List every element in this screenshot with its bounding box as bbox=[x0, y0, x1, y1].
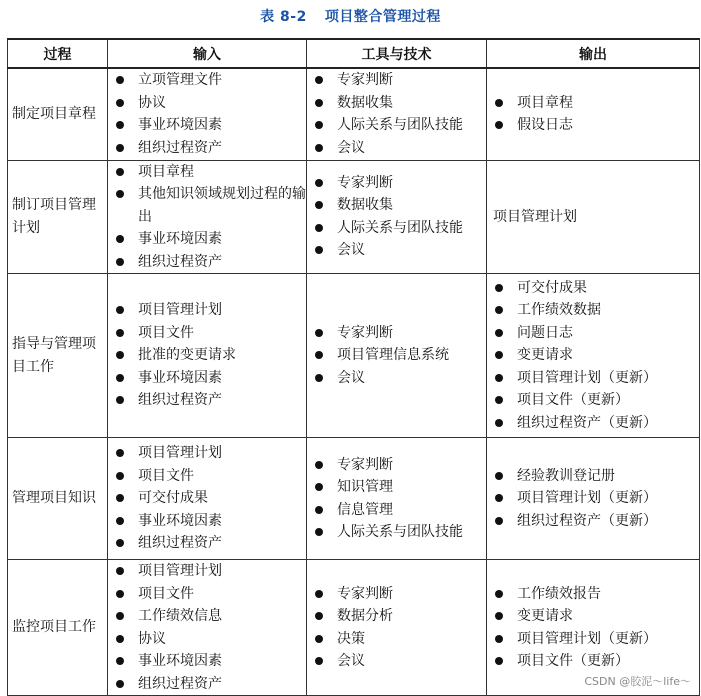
process-name: 管理项目知识 bbox=[8, 438, 108, 560]
list-item: 数据分析 bbox=[313, 605, 486, 628]
list-item: 会议 bbox=[313, 137, 486, 160]
list-item: 决策 bbox=[313, 628, 486, 651]
list-item: 工作绩效信息 bbox=[114, 605, 306, 628]
list-item: 变更请求 bbox=[493, 605, 699, 628]
list-item: 人际关系与团队技能 bbox=[313, 217, 486, 240]
list-item: 组织过程资产 bbox=[114, 532, 306, 555]
table-caption bbox=[0, 6, 701, 26]
table-row bbox=[8, 160, 700, 274]
list-item: 可交付成果 bbox=[114, 487, 306, 510]
header-outputs: 输出 bbox=[487, 39, 700, 68]
inputs-cell bbox=[108, 438, 307, 560]
process-table bbox=[7, 38, 700, 696]
list-item: 假设日志 bbox=[493, 114, 699, 137]
list-item: 会议 bbox=[313, 239, 486, 262]
output-text: 项目管理计划 bbox=[493, 208, 577, 225]
process-name: 制定项目章程 bbox=[8, 68, 108, 160]
inputs-cell bbox=[108, 560, 307, 696]
list-item: 项目文件 bbox=[114, 322, 306, 345]
list-item: 知识管理 bbox=[313, 476, 486, 499]
list-item: 项目文件（更新） bbox=[493, 389, 699, 412]
list-item: 项目管理计划（更新） bbox=[493, 628, 699, 651]
table-row bbox=[8, 274, 700, 438]
process-name: 指导与管理项目工作 bbox=[8, 274, 108, 438]
list-item: 项目章程 bbox=[114, 161, 306, 184]
list-item: 会议 bbox=[313, 367, 486, 390]
list-item: 项目管理计划 bbox=[114, 560, 306, 583]
list-item: 事业环境因素 bbox=[114, 510, 306, 533]
list-item: 信息管理 bbox=[313, 499, 486, 522]
inputs-cell bbox=[108, 274, 307, 438]
inputs-cell bbox=[108, 160, 307, 274]
header-row bbox=[8, 39, 700, 68]
list-item: 组织过程资产（更新） bbox=[493, 510, 699, 533]
tools-cell bbox=[307, 68, 487, 160]
list-item: 事业环境因素 bbox=[114, 114, 306, 137]
table-number: 表 8-2 bbox=[260, 9, 307, 25]
header-process: 过程 bbox=[8, 39, 108, 68]
list-item: 项目管理计划（更新） bbox=[493, 367, 699, 390]
list-item: 组织过程资产（更新） bbox=[493, 412, 699, 435]
header-tools: 工具与技术 bbox=[307, 39, 487, 68]
list-item: 项目管理计划（更新） bbox=[493, 487, 699, 510]
list-item: 人际关系与团队技能 bbox=[313, 521, 486, 544]
tools-cell bbox=[307, 438, 487, 560]
tools-cell bbox=[307, 274, 487, 438]
list-item: 项目管理计划 bbox=[114, 299, 306, 322]
table-row bbox=[8, 68, 700, 160]
tools-cell bbox=[307, 560, 487, 696]
footer-watermark: CSDN @胶泥～life～ bbox=[584, 675, 691, 688]
list-item: 工作绩效报告 bbox=[493, 583, 699, 606]
list-item: 专家判断 bbox=[313, 172, 486, 195]
list-item: 立项管理文件 bbox=[114, 69, 306, 92]
list-item: 项目管理信息系统 bbox=[313, 344, 486, 367]
table-row bbox=[8, 438, 700, 560]
list-item: 组织过程资产 bbox=[114, 673, 306, 696]
list-item: 可交付成果 bbox=[493, 277, 699, 300]
list-item: 组织过程资产 bbox=[114, 389, 306, 412]
table-title: 项目整合管理过程 bbox=[324, 9, 441, 25]
list-item: 项目文件（更新） bbox=[493, 650, 699, 673]
list-item: 事业环境因素 bbox=[114, 367, 306, 390]
list-item: 人际关系与团队技能 bbox=[313, 114, 486, 137]
list-item: 专家判断 bbox=[313, 322, 486, 345]
list-item: 经验教训登记册 bbox=[493, 465, 699, 488]
list-item: 项目章程 bbox=[493, 92, 699, 115]
list-item: 专家判断 bbox=[313, 583, 486, 606]
list-item: 组织过程资产 bbox=[114, 137, 306, 160]
list-item: 专家判断 bbox=[313, 69, 486, 92]
list-item: 协议 bbox=[114, 92, 306, 115]
inputs-cell bbox=[108, 68, 307, 160]
list-item: 项目文件 bbox=[114, 583, 306, 606]
list-item: 项目文件 bbox=[114, 465, 306, 488]
list-item: 问题日志 bbox=[493, 322, 699, 345]
list-item: 事业环境因素 bbox=[114, 650, 306, 673]
list-item: 专家判断 bbox=[313, 454, 486, 477]
list-item: 事业环境因素 bbox=[114, 228, 306, 251]
list-item: 批准的变更请求 bbox=[114, 344, 306, 367]
outputs-cell bbox=[487, 274, 700, 438]
list-item: 其他知识领域规划过程的输出 bbox=[114, 183, 306, 228]
process-name: 监控项目工作 bbox=[8, 560, 108, 696]
outputs-cell bbox=[487, 160, 700, 274]
list-item: 变更请求 bbox=[493, 344, 699, 367]
list-item: 项目管理计划 bbox=[114, 442, 306, 465]
tools-cell bbox=[307, 160, 487, 274]
list-item: 数据收集 bbox=[313, 92, 486, 115]
list-item: 会议 bbox=[313, 650, 486, 673]
list-item: 工作绩效数据 bbox=[493, 299, 699, 322]
list-item: 数据收集 bbox=[313, 194, 486, 217]
header-inputs: 输入 bbox=[108, 39, 307, 68]
list-item: 组织过程资产 bbox=[114, 251, 306, 274]
outputs-cell bbox=[487, 68, 700, 160]
outputs-cell bbox=[487, 438, 700, 560]
process-name: 制订项目管理计划 bbox=[8, 160, 108, 274]
list-item: 协议 bbox=[114, 628, 306, 651]
